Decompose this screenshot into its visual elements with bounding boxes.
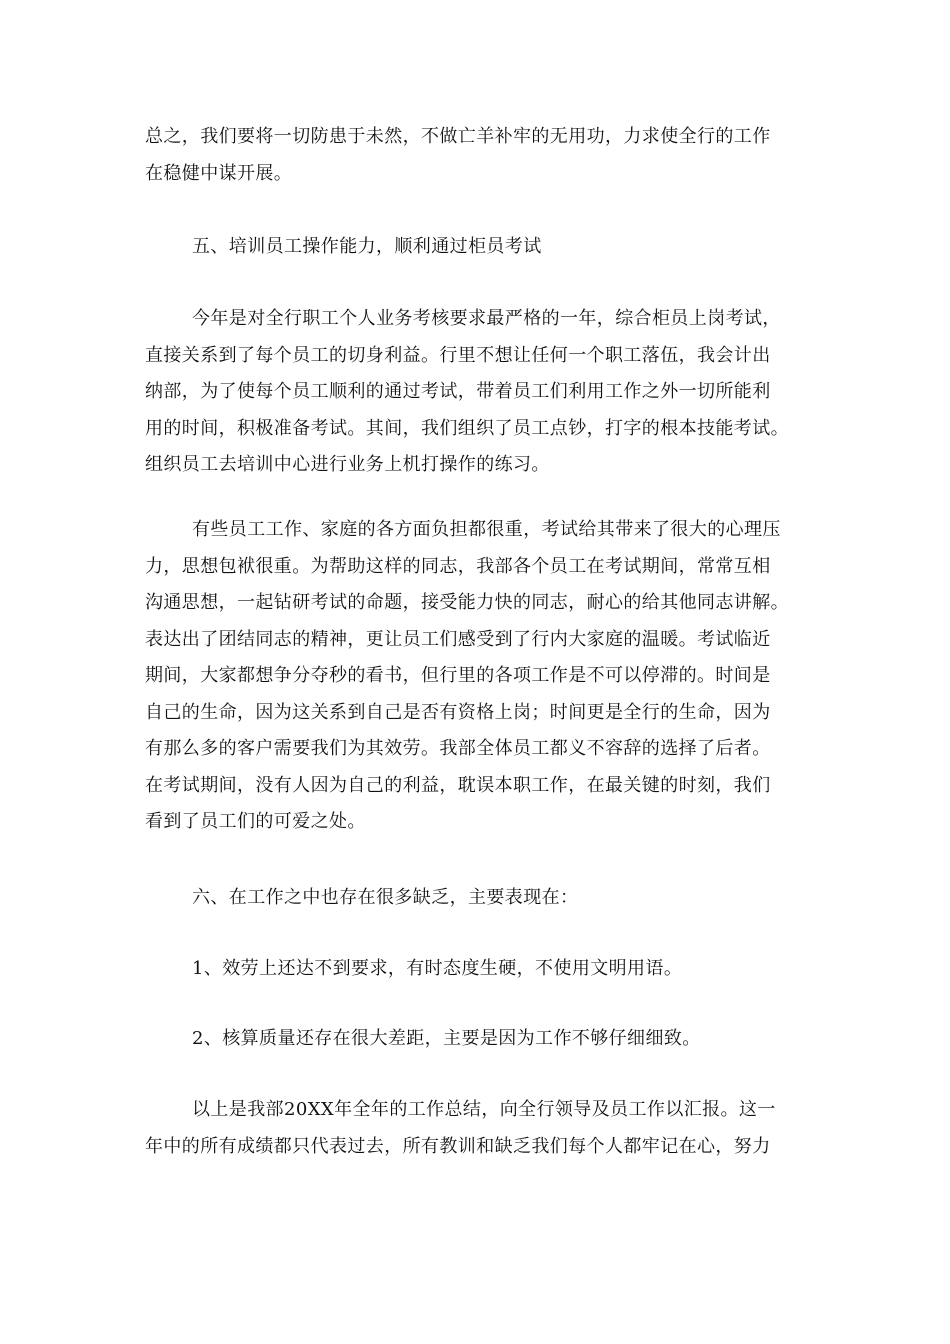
- paragraph-exam-preparation: [145, 301, 810, 484]
- text-line: 总之，我们要将一切防患于未然，不做亡羊补牢的无用功，力求使全行的工作: [145, 126, 771, 147]
- paragraph-risk-prevention-conclusion: [145, 119, 810, 192]
- text-line: 直接关系到了每个员工的切身利益。行里不想让任何一个职工落伍，我会计出: [145, 344, 771, 366]
- section-heading-training: [145, 229, 810, 266]
- list-item-service: [145, 951, 810, 988]
- text-line: 用的时间，积极准备考试。其间，我们组织了员工点钞，打字的根本技能考试。: [145, 417, 789, 439]
- text-line: 以上是我部20XX年全年的工作总结，向全行领导及员工作以汇报。这一: [192, 1099, 776, 1120]
- text-line: 力，思想包袱很重。为帮助这样的同志，我部各个员工在考试期间，常常互相: [145, 555, 771, 577]
- text-line: 沟通思想，一起钻研考试的命题，接受能力快的同志，耐心的给其他同志讲解。: [145, 592, 789, 613]
- text-line: 看到了员工们的可爱之处。: [145, 811, 366, 832]
- text-line: 六、在工作之中也存在很多缺乏，主要表现在：: [192, 887, 579, 908]
- text-line: 纳部，为了使每个员工顺利的通过考试，带着员工们利用工作之外一切所能利: [145, 381, 771, 402]
- paragraph-closing-summary: [145, 1092, 810, 1165]
- text-line: 2、核算质量还存在很大差距，主要是因为工作不够仔细细致。: [192, 1028, 701, 1049]
- text-line: 表达出了团结同志的精神，更让员工们感受到了行内大家庭的温暖。考试临近: [145, 628, 771, 650]
- text-line: 组织员工去培训中心进行业务上机打操作的练习。: [145, 454, 550, 475]
- list-item-accounting-quality: [145, 1021, 810, 1058]
- text-line: 今年是对全行职工个人业务考核要求最严格的一年，综合柜员上岗考试，: [192, 308, 781, 329]
- section-heading-shortcomings: [145, 880, 810, 917]
- text-line: 年中的所有成绩都只代表过去，所有教训和缺乏我们每个人都牢记在心，努力: [145, 1135, 771, 1157]
- text-line: 有那么多的客户需要我们为其效劳。我部全体员工都义不容辞的选择了后者。: [145, 738, 771, 759]
- text-line: 有些员工工作、家庭的各方面负担都很重，考试给其带来了很大的心理压: [192, 519, 781, 540]
- paragraph-team-spirit: [145, 512, 810, 841]
- text-line: 自己的生命，因为这关系到自己是否有资格上岗；时间更是全行的生命，因为: [145, 701, 771, 723]
- text-line: 五、培训员工操作能力，顺利通过柜员考试: [192, 236, 542, 257]
- text-line: 在稳健中谋开展。: [145, 162, 293, 184]
- text-line: 1、效劳上还达不到要求，有时态度生硬，不使用文明用语。: [192, 958, 683, 979]
- text-line: 期间，大家都想争分夺秒的看书，但行里的各项工作是不可以停滞的。时间是: [145, 665, 771, 686]
- text-line: 在考试期间，没有人因为自己的利益，耽误本职工作，在最关键的时刻，我们: [145, 774, 771, 796]
